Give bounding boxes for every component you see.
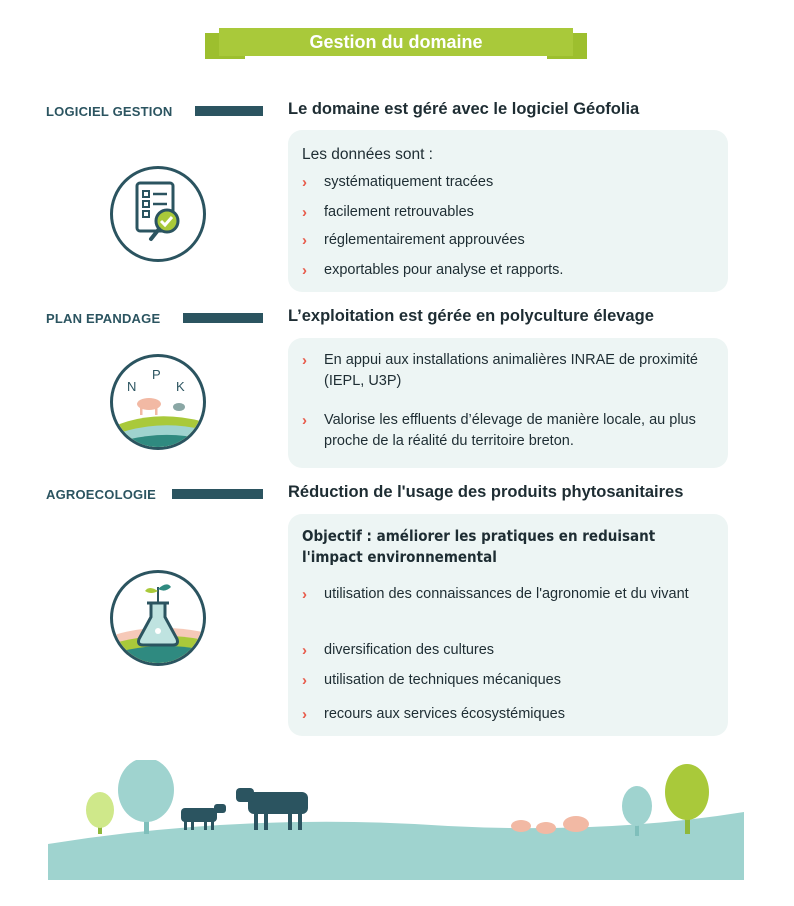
card-epandage [288,338,728,468]
section-heading-logiciel: Le domaine est géré avec le logiciel Géofolia [288,100,640,118]
list-item: › facilement retrouvables [302,204,474,221]
svg-text:N: N [127,379,137,394]
landscape-illustration [48,760,744,880]
chevron-right-icon: › [302,642,307,659]
card-intro: Objectif : améliorer les pratiques en reduisant l'impact environnemental [302,527,656,566]
flask-sprout-icon [110,570,206,666]
list-item: › exportables pour analyse et rapports. [302,262,564,279]
checklist-magnifier-icon [110,166,206,262]
section-heading-agroecologie: Réduction de l'usage des produits phytosanitaires [288,483,684,501]
list-item: › utilisation des connaissances de l'agronomie et du vivant [302,586,689,603]
section-heading-epandage: L’exploitation est gérée en polyculture élevage [288,307,654,325]
svg-text:K: K [176,379,185,394]
card-intro: Les données sont : [302,146,433,163]
tree-icon [86,792,114,834]
card-logiciel [288,130,728,292]
tree-icon [118,760,174,834]
list-item: › En appui aux installations animalières INRAE de proximité (IEPL, U3P) [302,352,698,389]
section-label-logiciel: LOGICIEL GESTION [46,104,173,119]
section-bar [172,489,263,499]
section-bar [195,106,263,116]
chevron-right-icon: › [302,232,307,249]
chevron-right-icon: › [302,204,307,221]
list-item: › utilisation de techniques mécaniques [302,672,561,689]
title-banner [205,28,587,60]
list-item: › recours aux services écosystémiques [302,706,565,723]
list-item: › diversification des cultures [302,642,495,659]
list-item: › systématiquement tracées [302,174,494,191]
list-item: › Valorise les effluents d’élevage de manière locale, au plus proche de la réalité du territoire breton. [302,412,696,449]
chevron-right-icon: › [302,262,307,279]
section-label-epandage: PLAN EPANDAGE [46,311,161,326]
list-item: › réglementairement approuvées [302,232,525,249]
section-label-agroecologie: AGROECOLOGIE [46,487,157,502]
chevron-right-icon: › [302,412,307,429]
chevron-right-icon: › [302,174,307,191]
section-bar [183,313,263,323]
chevron-right-icon: › [302,672,307,689]
npk-farm-icon [110,354,206,450]
card-agroecologie [288,514,728,736]
chevron-right-icon: › [302,586,307,603]
page-title: Gestion du domaine [219,28,573,56]
chevron-right-icon: › [302,706,307,723]
pig-icon [511,816,589,834]
chevron-right-icon: › [302,352,307,369]
svg-text:P: P [152,367,161,382]
